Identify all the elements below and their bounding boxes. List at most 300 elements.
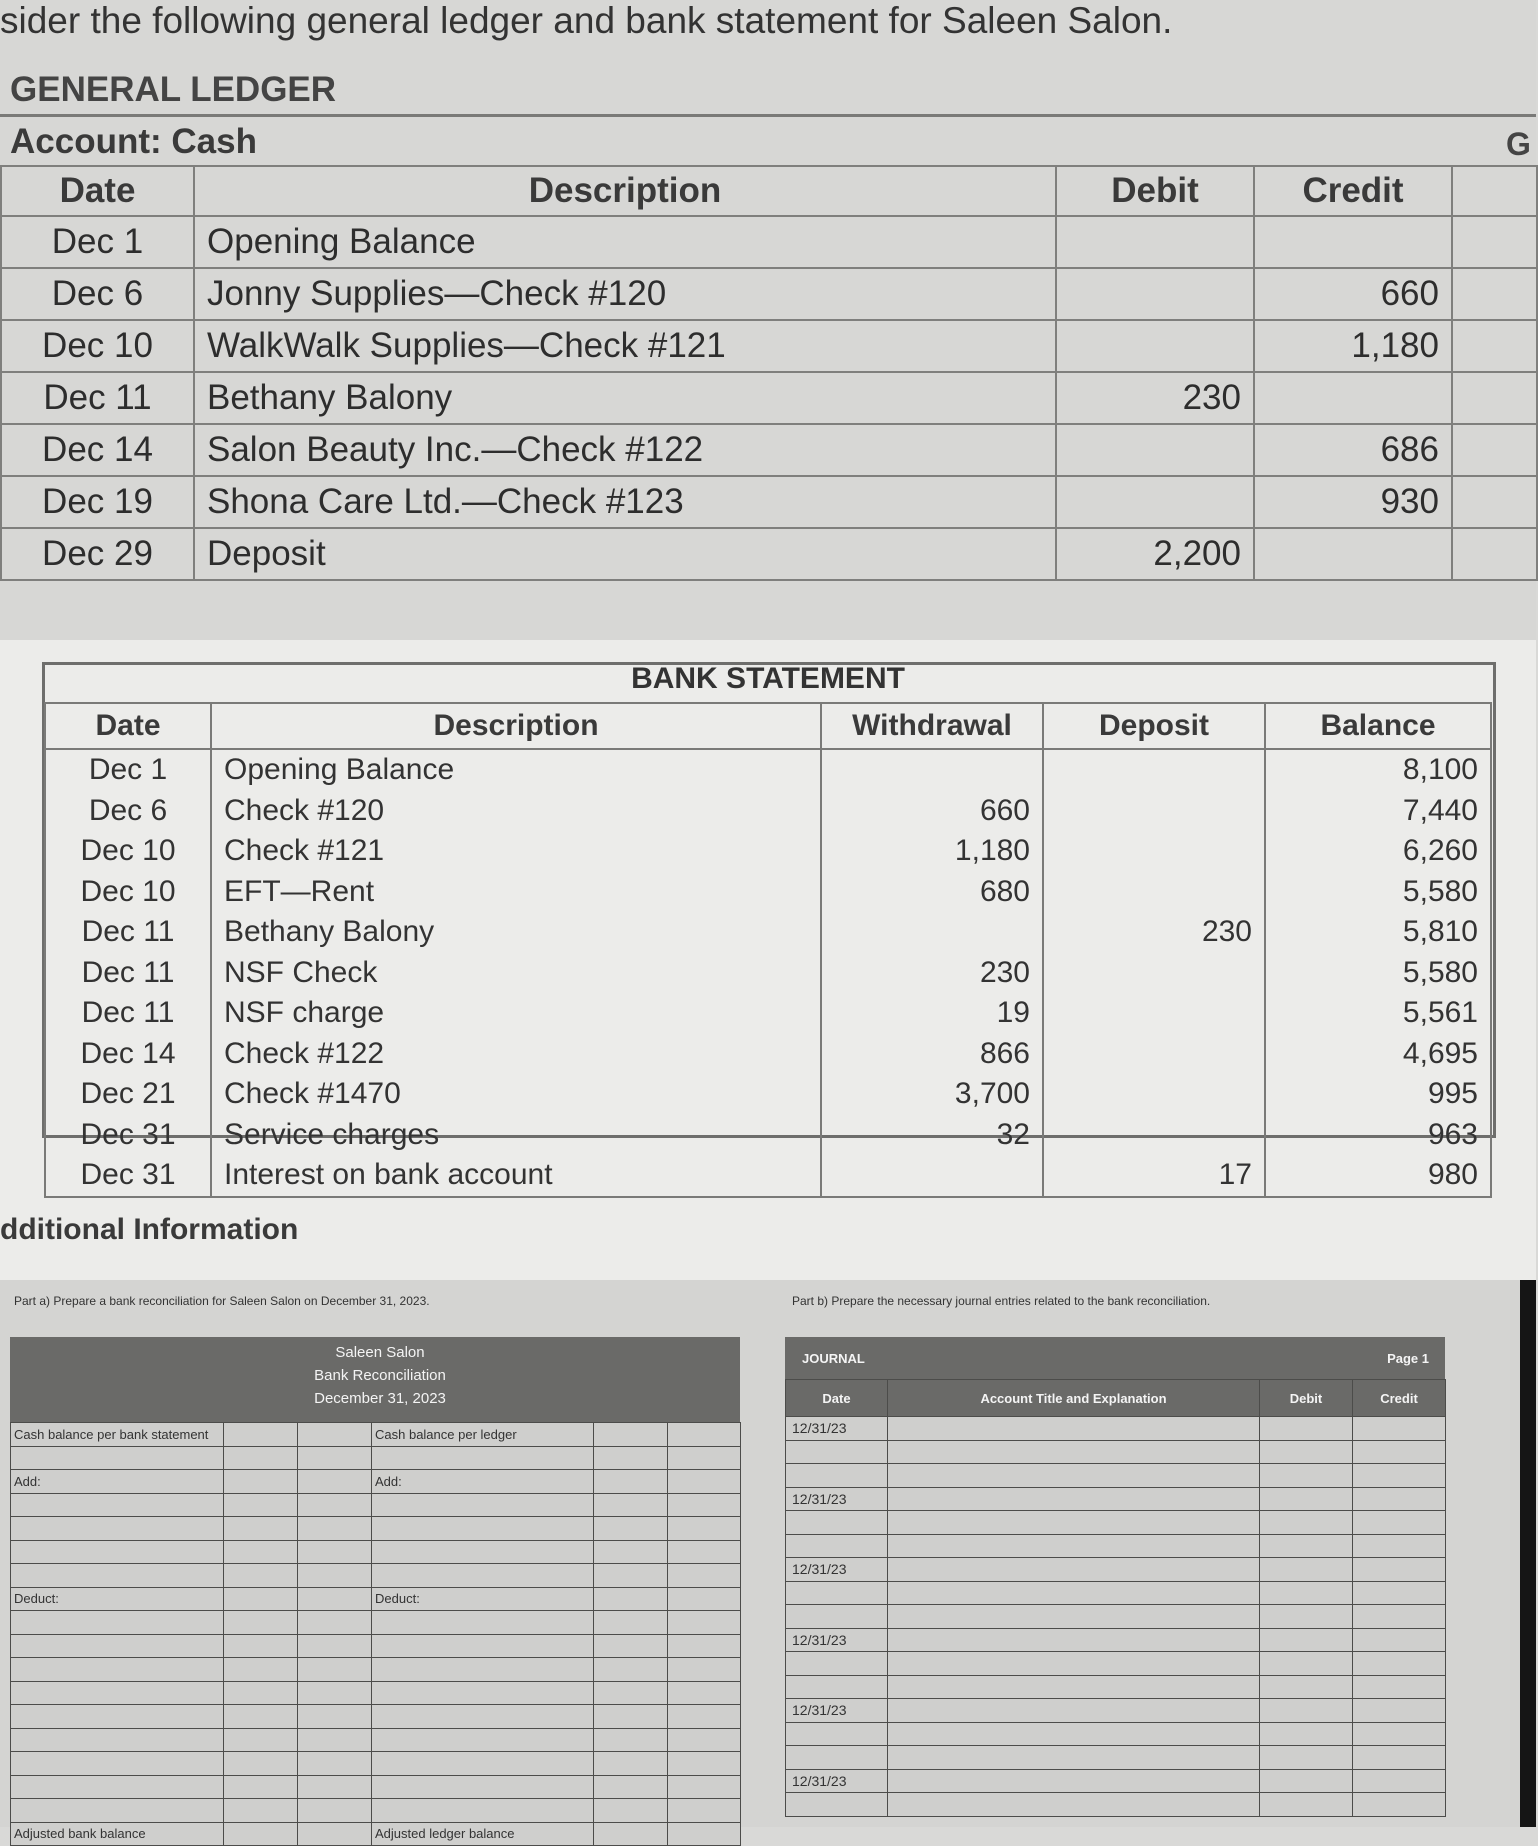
journal-date-cell[interactable] [786, 1511, 888, 1535]
amount-cell[interactable] [668, 1564, 741, 1588]
journal-date-cell[interactable] [786, 1746, 888, 1770]
reconciliation-row [11, 1822, 741, 1846]
amount-cell[interactable] [668, 1470, 741, 1494]
bank-date: Dec 6 [45, 791, 211, 832]
ledger-desc: Jonny Supplies—Check #120 [194, 268, 1056, 320]
bank-deposit [1043, 953, 1265, 994]
amount-cell[interactable] [224, 1752, 298, 1776]
bank-row [45, 872, 1491, 913]
amount-cell[interactable] [298, 1517, 372, 1541]
journal-date-cell[interactable]: 12/31/23 [786, 1769, 888, 1793]
bank-side-label-cell[interactable] [11, 1517, 224, 1541]
bank-side-label-cell[interactable] [11, 1611, 224, 1635]
journal-account-cell[interactable] [888, 1675, 1260, 1699]
bank-desc: NSF Check [211, 953, 821, 994]
journal-row [786, 1628, 1446, 1652]
journal-credit-cell[interactable] [1353, 1534, 1446, 1558]
journal-row [786, 1417, 1446, 1441]
bank-deposit [1043, 831, 1265, 872]
bank-side-label-cell[interactable] [11, 1446, 224, 1470]
bank-side-label-cell[interactable]: Add: [11, 1470, 224, 1494]
amount-cell[interactable] [224, 1423, 298, 1447]
bank-header-date: Date [45, 703, 211, 749]
amount-cell[interactable] [668, 1587, 741, 1611]
journal-row [786, 1464, 1446, 1488]
ledger-side-label-cell[interactable]: Deduct: [372, 1587, 594, 1611]
journal-date-cell[interactable]: 12/31/23 [786, 1558, 888, 1582]
ledger-date: Dec 1 [1, 216, 194, 268]
bank-side-label-cell[interactable] [11, 1540, 224, 1564]
amount-cell[interactable] [298, 1728, 372, 1752]
bank-withdrawal: 230 [821, 953, 1043, 994]
amount-cell[interactable] [594, 1470, 668, 1494]
ledger-balance [1452, 216, 1537, 268]
journal-date-cell[interactable] [786, 1534, 888, 1558]
journal-account-cell[interactable] [888, 1417, 1260, 1441]
bank-balance: 4,695 [1265, 1034, 1491, 1075]
bank-balance: 995 [1265, 1074, 1491, 1115]
ledger-desc: Shona Care Ltd.—Check #123 [194, 476, 1056, 528]
journal-account-cell[interactable] [888, 1699, 1260, 1723]
amount-cell[interactable] [594, 1775, 668, 1799]
journal-debit-cell[interactable] [1260, 1746, 1353, 1770]
amount-cell[interactable] [298, 1705, 372, 1729]
amount-cell[interactable] [298, 1658, 372, 1682]
journal-debit-cell[interactable] [1260, 1793, 1353, 1817]
bank-date: Dec 1 [45, 749, 211, 791]
ledger-desc: Deposit [194, 528, 1056, 580]
amount-cell[interactable] [298, 1564, 372, 1588]
amount-cell[interactable] [298, 1493, 372, 1517]
bank-date: Dec 11 [45, 953, 211, 994]
bank-side-label-cell[interactable] [11, 1564, 224, 1588]
ledger-table [0, 165, 1538, 581]
journal-debit-cell[interactable] [1260, 1581, 1353, 1605]
journal-row [786, 1605, 1446, 1629]
bank-balance: 8,100 [1265, 749, 1491, 791]
journal-debit-cell[interactable] [1260, 1675, 1353, 1699]
ledger-debit: 230 [1056, 372, 1254, 424]
journal-account-cell[interactable] [888, 1534, 1260, 1558]
journal-credit-cell[interactable] [1353, 1628, 1446, 1652]
bank-desc: Check #120 [211, 791, 821, 832]
bank-date: Dec 14 [45, 1034, 211, 1075]
amount-cell[interactable] [668, 1423, 741, 1447]
amount-cell[interactable] [224, 1540, 298, 1564]
bank-date: Dec 31 [45, 1115, 211, 1156]
ledger-side-label-cell[interactable] [372, 1681, 594, 1705]
reconciliation-row [11, 1775, 741, 1799]
ledger-debit [1056, 320, 1254, 372]
journal-credit-cell[interactable] [1353, 1699, 1446, 1723]
bank-date: Dec 11 [45, 912, 211, 953]
journal-credit-cell[interactable] [1353, 1558, 1446, 1582]
journal-credit-cell[interactable] [1353, 1464, 1446, 1488]
ledger-side-label-cell[interactable] [372, 1775, 594, 1799]
journal-credit-cell[interactable] [1353, 1675, 1446, 1699]
cut-off-letter: G [1506, 126, 1531, 162]
ledger-date: Dec 19 [1, 476, 194, 528]
bank-header-withdrawal: Withdrawal [821, 703, 1043, 749]
reconciliation-row [11, 1493, 741, 1517]
journal-debit-cell[interactable] [1260, 1605, 1353, 1629]
reconciliation-row [11, 1658, 741, 1682]
ledger-side-label-cell[interactable] [372, 1493, 594, 1517]
ledger-debit [1056, 268, 1254, 320]
ledger-date: Dec 11 [1, 372, 194, 424]
amount-cell[interactable] [668, 1493, 741, 1517]
ledger-side-label-cell[interactable]: Adjusted ledger balance [372, 1822, 594, 1846]
journal-credit-cell[interactable] [1353, 1605, 1446, 1629]
part-a-label: Part a) Prepare a bank reconciliation for Saleen Salon on December 31, 2023. [14, 1294, 430, 1308]
amount-cell[interactable] [224, 1681, 298, 1705]
amount-cell[interactable] [298, 1822, 372, 1846]
amount-cell[interactable] [668, 1799, 741, 1823]
amount-cell[interactable] [668, 1611, 741, 1635]
ledger-side-label-cell[interactable] [372, 1752, 594, 1776]
journal-date-cell[interactable] [786, 1652, 888, 1676]
ledger-title: GENERAL LEDGER [10, 70, 337, 109]
ledger-side-label-cell[interactable] [372, 1611, 594, 1635]
amount-cell[interactable] [668, 1658, 741, 1682]
journal-credit-cell[interactable] [1353, 1652, 1446, 1676]
ledger-credit: 660 [1254, 268, 1452, 320]
journal-account-cell[interactable] [888, 1605, 1260, 1629]
journal-account-cell[interactable] [888, 1464, 1260, 1488]
amount-cell[interactable] [668, 1681, 741, 1705]
ledger-debit [1056, 216, 1254, 268]
bank-side-label-cell[interactable] [11, 1775, 224, 1799]
amount-cell[interactable] [224, 1493, 298, 1517]
bank-desc: Check #122 [211, 1034, 821, 1075]
journal-date-cell[interactable]: 12/31/23 [786, 1487, 888, 1511]
amount-cell[interactable] [668, 1752, 741, 1776]
journal-debit-cell[interactable] [1260, 1534, 1353, 1558]
journal-credit-cell[interactable] [1353, 1487, 1446, 1511]
journal-date-cell[interactable] [786, 1581, 888, 1605]
amount-cell[interactable] [298, 1470, 372, 1494]
journal-row [786, 1675, 1446, 1699]
bank-withdrawal [821, 1155, 1043, 1197]
amount-cell[interactable] [668, 1728, 741, 1752]
bank-statement-title: BANK STATEMENT [631, 662, 905, 695]
amount-cell[interactable] [594, 1681, 668, 1705]
journal-credit-cell[interactable] [1353, 1511, 1446, 1535]
journal-debit-cell[interactable] [1260, 1417, 1353, 1441]
amount-cell[interactable] [298, 1423, 372, 1447]
amount-cell[interactable] [594, 1540, 668, 1564]
journal-debit-cell[interactable] [1260, 1699, 1353, 1723]
bank-side-label-cell[interactable]: Deduct: [11, 1587, 224, 1611]
amount-cell[interactable] [224, 1517, 298, 1541]
amount-cell[interactable] [298, 1446, 372, 1470]
journal-row [786, 1652, 1446, 1676]
ledger-balance [1452, 372, 1537, 424]
bank-side-label-cell[interactable] [11, 1681, 224, 1705]
amount-cell[interactable] [594, 1728, 668, 1752]
journal-debit-cell[interactable] [1260, 1722, 1353, 1746]
bank-deposit [1043, 872, 1265, 913]
bank-row [45, 1115, 1491, 1156]
bank-withdrawal: 660 [821, 791, 1043, 832]
bank-date: Dec 10 [45, 831, 211, 872]
ledger-date: Dec 6 [1, 268, 194, 320]
amount-cell[interactable] [594, 1799, 668, 1823]
ledger-credit: 930 [1254, 476, 1452, 528]
bank-header-description: Description [211, 703, 821, 749]
journal-date-cell[interactable] [786, 1440, 888, 1464]
reconciliation-heading [10, 1337, 740, 1422]
bank-side-label-cell[interactable]: Adjusted bank balance [11, 1822, 224, 1846]
ledger-date: Dec 29 [1, 528, 194, 580]
journal-account-cell[interactable] [888, 1652, 1260, 1676]
ledger-header-date: Date [1, 166, 194, 216]
amount-cell[interactable] [594, 1564, 668, 1588]
amount-cell[interactable] [594, 1446, 668, 1470]
reconciliation-row [11, 1634, 741, 1658]
journal-account-cell[interactable] [888, 1511, 1260, 1535]
amount-cell[interactable] [224, 1705, 298, 1729]
ledger-row [1, 528, 1537, 580]
journal-credit-cell[interactable] [1353, 1769, 1446, 1793]
bank-side-label-cell[interactable]: Cash balance per bank statement [11, 1423, 224, 1447]
journal-date-cell[interactable] [786, 1675, 888, 1699]
ledger-credit: 1,180 [1254, 320, 1452, 372]
bank-side-label-cell[interactable] [11, 1658, 224, 1682]
journal-date-cell[interactable] [786, 1464, 888, 1488]
journal-credit-cell[interactable] [1353, 1581, 1446, 1605]
ledger-header-debit: Debit [1056, 166, 1254, 216]
bank-statement-photo [0, 640, 1536, 1280]
amount-cell[interactable] [224, 1446, 298, 1470]
amount-cell[interactable] [298, 1799, 372, 1823]
ledger-side-label-cell[interactable] [372, 1540, 594, 1564]
amount-cell[interactable] [594, 1611, 668, 1635]
journal-row [786, 1558, 1446, 1582]
amount-cell[interactable] [668, 1540, 741, 1564]
bank-row [45, 749, 1491, 791]
amount-cell[interactable] [298, 1775, 372, 1799]
bank-deposit [1043, 749, 1265, 791]
amount-cell[interactable] [298, 1587, 372, 1611]
journal-header-account: Account Title and Explanation [888, 1380, 1260, 1417]
ledger-side-label-cell[interactable] [372, 1446, 594, 1470]
bank-date: Dec 21 [45, 1074, 211, 1115]
amount-cell[interactable] [298, 1611, 372, 1635]
ledger-date: Dec 10 [1, 320, 194, 372]
ledger-side-label-cell[interactable] [372, 1634, 594, 1658]
journal-page: Page 1 [1387, 1351, 1429, 1366]
ledger-balance [1452, 320, 1537, 372]
intro-text: sider the following general ledger and bank statement for Saleen Salon. [0, 0, 1173, 41]
ledger-side-label-cell[interactable] [372, 1728, 594, 1752]
journal-account-cell[interactable] [888, 1793, 1260, 1817]
journal-debit-cell[interactable] [1260, 1511, 1353, 1535]
bank-side-label-cell[interactable] [11, 1799, 224, 1823]
bank-balance: 5,810 [1265, 912, 1491, 953]
part-b-label: Part b) Prepare the necessary journal entries related to the bank reconciliation. [792, 1294, 1211, 1308]
amount-cell[interactable] [594, 1658, 668, 1682]
amount-cell[interactable] [298, 1540, 372, 1564]
amount-cell[interactable] [594, 1423, 668, 1447]
journal-header-debit: Debit [1260, 1380, 1353, 1417]
journal-date-cell[interactable] [786, 1605, 888, 1629]
ledger-side-label-cell[interactable]: Add: [372, 1470, 594, 1494]
journal-date-cell[interactable] [786, 1793, 888, 1817]
worksheet [0, 1280, 1536, 1842]
journal-account-cell[interactable] [888, 1628, 1260, 1652]
journal-date-cell[interactable] [786, 1722, 888, 1746]
bank-balance: 7,440 [1265, 791, 1491, 832]
journal-account-cell[interactable] [888, 1558, 1260, 1582]
recon-date: December 31, 2023 [314, 1390, 446, 1407]
reconciliation-row [11, 1540, 741, 1564]
amount-cell[interactable] [668, 1517, 741, 1541]
bank-desc: Interest on bank account [211, 1155, 821, 1197]
reconciliation-row [11, 1564, 741, 1588]
ledger-row [1, 268, 1537, 320]
ledger-header-row [1, 166, 1537, 216]
amount-cell[interactable] [224, 1587, 298, 1611]
bank-withdrawal: 3,700 [821, 1074, 1043, 1115]
journal-account-cell[interactable] [888, 1722, 1260, 1746]
journal-debit-cell[interactable] [1260, 1769, 1353, 1793]
journal-row [786, 1534, 1446, 1558]
journal-date-cell[interactable]: 12/31/23 [786, 1628, 888, 1652]
ledger-side-label-cell[interactable] [372, 1564, 594, 1588]
journal-account-cell[interactable] [888, 1581, 1260, 1605]
journal-account-cell[interactable] [888, 1769, 1260, 1793]
amount-cell[interactable] [224, 1634, 298, 1658]
general-ledger-photo [0, 0, 1536, 640]
journal-debit-cell[interactable] [1260, 1628, 1353, 1652]
ledger-row [1, 216, 1537, 268]
amount-cell[interactable] [224, 1658, 298, 1682]
ledger-side-label-cell[interactable]: Cash balance per ledger [372, 1423, 594, 1447]
journal-header-credit: Credit [1353, 1380, 1446, 1417]
journal-account-cell[interactable] [888, 1440, 1260, 1464]
journal-debit-cell[interactable] [1260, 1487, 1353, 1511]
amount-cell[interactable] [668, 1705, 741, 1729]
bank-desc: Bethany Balony [211, 912, 821, 953]
journal-debit-cell[interactable] [1260, 1464, 1353, 1488]
bank-row [45, 912, 1491, 953]
amount-cell[interactable] [668, 1822, 741, 1846]
reconciliation-row [11, 1752, 741, 1776]
ledger-side-label-cell[interactable] [372, 1517, 594, 1541]
amount-cell[interactable] [224, 1564, 298, 1588]
journal-row [786, 1769, 1446, 1793]
ledger-debit [1056, 424, 1254, 476]
journal-credit-cell[interactable] [1353, 1722, 1446, 1746]
journal-debit-cell[interactable] [1260, 1440, 1353, 1464]
journal-credit-cell[interactable] [1353, 1746, 1446, 1770]
amount-cell[interactable] [668, 1446, 741, 1470]
bank-balance: 980 [1265, 1155, 1491, 1197]
journal-debit-cell[interactable] [1260, 1558, 1353, 1582]
bank-desc: EFT—Rent [211, 872, 821, 913]
amount-cell[interactable] [594, 1752, 668, 1776]
additional-info-heading: dditional Information [0, 1213, 299, 1246]
journal-date-cell[interactable]: 12/31/23 [786, 1699, 888, 1723]
bank-row [45, 791, 1491, 832]
bank-header-deposit: Deposit [1043, 703, 1265, 749]
amount-cell[interactable] [668, 1634, 741, 1658]
journal-row [786, 1511, 1446, 1535]
journal-date-cell[interactable]: 12/31/23 [786, 1417, 888, 1441]
amount-cell[interactable] [224, 1728, 298, 1752]
ledger-debit [1056, 476, 1254, 528]
amount-cell[interactable] [224, 1470, 298, 1494]
journal-row [786, 1746, 1446, 1770]
amount-cell[interactable] [594, 1587, 668, 1611]
journal-grid [785, 1379, 1446, 1817]
ledger-row [1, 372, 1537, 424]
amount-cell[interactable] [298, 1752, 372, 1776]
bank-side-label-cell[interactable] [11, 1493, 224, 1517]
amount-cell[interactable] [224, 1822, 298, 1846]
bank-desc: Check #121 [211, 831, 821, 872]
amount-cell[interactable] [594, 1634, 668, 1658]
bank-deposit: 230 [1043, 912, 1265, 953]
bank-deposit [1043, 791, 1265, 832]
reconciliation-row [11, 1423, 741, 1447]
bank-balance: 5,580 [1265, 872, 1491, 913]
reconciliation-row [11, 1681, 741, 1705]
amount-cell[interactable] [594, 1517, 668, 1541]
ledger-side-label-cell[interactable] [372, 1799, 594, 1823]
ledger-side-label-cell[interactable] [372, 1705, 594, 1729]
bank-side-label-cell[interactable] [11, 1634, 224, 1658]
journal-credit-cell[interactable] [1353, 1417, 1446, 1441]
amount-cell[interactable] [594, 1493, 668, 1517]
amount-cell[interactable] [224, 1799, 298, 1823]
amount-cell[interactable] [594, 1822, 668, 1846]
ledger-desc: Bethany Balony [194, 372, 1056, 424]
amount-cell[interactable] [298, 1681, 372, 1705]
journal-row [786, 1722, 1446, 1746]
bank-side-label-cell[interactable] [11, 1752, 224, 1776]
journal-row [786, 1487, 1446, 1511]
recon-company: Saleen Salon [335, 1344, 425, 1361]
ledger-side-label-cell[interactable] [372, 1658, 594, 1682]
bank-row [45, 1074, 1491, 1115]
bank-deposit: 17 [1043, 1155, 1265, 1197]
bank-desc: Opening Balance [211, 749, 821, 791]
amount-cell[interactable] [668, 1775, 741, 1799]
bank-side-label-cell[interactable] [11, 1705, 224, 1729]
journal-credit-cell[interactable] [1353, 1440, 1446, 1464]
amount-cell[interactable] [298, 1634, 372, 1658]
ledger-debit: 2,200 [1056, 528, 1254, 580]
journal-credit-cell[interactable] [1353, 1793, 1446, 1817]
bank-withdrawal: 680 [821, 872, 1043, 913]
bank-withdrawal: 866 [821, 1034, 1043, 1075]
amount-cell[interactable] [224, 1611, 298, 1635]
journal-account-cell[interactable] [888, 1746, 1260, 1770]
bank-balance: 5,580 [1265, 953, 1491, 994]
bank-deposit [1043, 1115, 1265, 1156]
bank-date: Dec 11 [45, 993, 211, 1034]
bank-row [45, 953, 1491, 994]
amount-cell[interactable] [224, 1775, 298, 1799]
journal-account-cell[interactable] [888, 1487, 1260, 1511]
bank-row [45, 831, 1491, 872]
ledger-credit [1254, 216, 1452, 268]
journal-debit-cell[interactable] [1260, 1652, 1353, 1676]
bank-side-label-cell[interactable] [11, 1728, 224, 1752]
amount-cell[interactable] [594, 1705, 668, 1729]
